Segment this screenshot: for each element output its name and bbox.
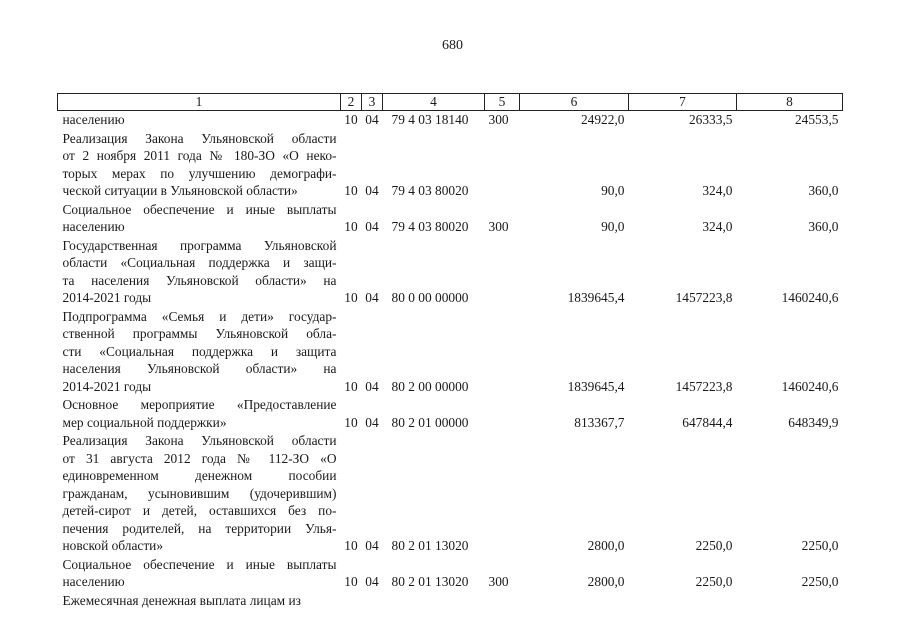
row-name-line: Социальное обеспечение и иные выплаты bbox=[62, 556, 337, 572]
row-name bbox=[58, 130, 341, 201]
row-name-line: Социальное обеспечение и иные выплаты bbox=[62, 201, 337, 217]
section-code: 10 bbox=[344, 112, 358, 127]
row-name-line: ческой ситуации в Ульяновской области» bbox=[62, 183, 298, 198]
amount-col-6: 2800,0 bbox=[587, 538, 625, 553]
header-col-4: 4 bbox=[383, 94, 485, 111]
target-article-code: 80 2 01 13020 bbox=[391, 574, 469, 589]
section-code: 10 bbox=[344, 219, 358, 234]
expense-type-code: 300 bbox=[488, 112, 509, 127]
row-name bbox=[58, 111, 341, 130]
row-name-line: области «Социальная поддержка и защи- bbox=[62, 255, 337, 270]
amount-col-8: 360,0 bbox=[808, 183, 839, 198]
table-header bbox=[58, 94, 843, 111]
expense-type-code bbox=[485, 592, 520, 611]
row-name-line: населения Ульяновской области» на bbox=[62, 361, 337, 376]
table-row bbox=[58, 237, 843, 308]
header-col-2: 2 bbox=[341, 94, 362, 111]
amount-col-7: 2250,0 bbox=[695, 538, 733, 553]
row-name-line: гражданам, усыновившим (удочерившим) bbox=[62, 485, 337, 501]
amount-col-7: 647844,4 bbox=[682, 414, 733, 430]
header-col-7: 7 bbox=[629, 94, 737, 111]
section-code: 10 bbox=[344, 183, 358, 198]
amount-col-6: 1839645,4 bbox=[567, 378, 625, 394]
row-name bbox=[58, 592, 341, 611]
row-name-line: Реализация Закона Ульяновской области bbox=[62, 433, 337, 448]
section-code: 10 bbox=[344, 378, 358, 394]
amount-col-7: 26333,5 bbox=[688, 112, 733, 127]
header-col-3: 3 bbox=[362, 94, 383, 111]
amount-col-8: 24553,5 bbox=[794, 112, 839, 127]
row-name-line: новской области» bbox=[62, 538, 164, 553]
row-name-line: та населения Ульяновской области» на bbox=[62, 272, 337, 288]
section-code: 10 bbox=[344, 290, 358, 305]
subsection-code bbox=[362, 592, 383, 611]
row-name-line: от 2 ноября 2011 года № 180-ЗО «О неко- bbox=[62, 148, 337, 163]
table-row bbox=[58, 130, 843, 201]
row-name-line: от 31 августа 2012 года № 112-ЗО «О bbox=[62, 450, 337, 466]
amount-col-6: 2800,0 bbox=[587, 574, 625, 589]
amount-col-7: 324,0 bbox=[702, 183, 733, 198]
section-code: 10 bbox=[344, 538, 358, 553]
row-name-line: сти «Социальная поддержка и защита bbox=[62, 343, 337, 359]
row-name-line: Подпрограмма «Семья и дети» государ- bbox=[62, 308, 337, 324]
section-code bbox=[341, 592, 362, 611]
row-name-line: торых мерах по улучшению демографи- bbox=[62, 165, 337, 181]
row-name-line: единовременном денежном пособии bbox=[62, 468, 337, 483]
table-row bbox=[58, 396, 843, 432]
amount-col-6: 90,0 bbox=[601, 183, 625, 198]
subsection-code: 04 bbox=[365, 112, 379, 127]
table-body bbox=[58, 111, 843, 611]
row-name-line: Реализация Закона Ульяновской области bbox=[62, 130, 337, 146]
amount-col-8: 2250,0 bbox=[801, 538, 839, 553]
amount-col-7: 2250,0 bbox=[695, 574, 733, 589]
target-article-code: 79 4 03 18140 bbox=[391, 112, 469, 127]
target-article-code: 79 4 03 80020 bbox=[391, 183, 469, 198]
amount-col-7: 1457223,8 bbox=[675, 378, 733, 394]
subsection-code: 04 bbox=[365, 574, 379, 589]
expense-type-code: 300 bbox=[488, 219, 509, 234]
row-name-line: Основное мероприятие «Предоставление bbox=[62, 397, 337, 412]
row-name-line: 2014-2021 годы bbox=[62, 378, 152, 394]
expense-type-code bbox=[485, 308, 520, 397]
row-name bbox=[58, 237, 341, 308]
row-name bbox=[58, 201, 341, 237]
row-name-line: детей-сирот и детей, оставшихся без по- bbox=[62, 503, 337, 518]
expense-type-code bbox=[485, 237, 520, 308]
row-name bbox=[58, 556, 341, 592]
amount-col-7: 1457223,8 bbox=[675, 290, 733, 305]
amount-col-8: 2250,0 bbox=[801, 574, 839, 589]
target-article-code: 80 0 00 00000 bbox=[391, 290, 469, 305]
amount-col-8: 1460240,6 bbox=[781, 378, 839, 394]
subsection-code: 04 bbox=[365, 219, 379, 234]
amount-col-6 bbox=[520, 592, 629, 611]
page-number: 680 bbox=[442, 38, 463, 53]
amount-col-7: 324,0 bbox=[702, 219, 733, 234]
row-name bbox=[58, 396, 341, 432]
budget-table bbox=[57, 93, 843, 610]
table-row bbox=[58, 432, 843, 556]
section-code: 10 bbox=[344, 414, 358, 430]
amount-col-6: 90,0 bbox=[601, 219, 625, 234]
amount-col-7 bbox=[629, 592, 737, 611]
amount-col-6: 1839645,4 bbox=[567, 290, 625, 305]
subsection-code: 04 bbox=[365, 538, 379, 553]
expense-type-code bbox=[485, 396, 520, 432]
subsection-code: 04 bbox=[365, 378, 379, 394]
target-article-code: 80 2 01 00000 bbox=[391, 414, 469, 430]
row-name-line: мер социальной поддержки» bbox=[62, 414, 227, 430]
amount-col-6: 813367,7 bbox=[574, 414, 625, 430]
target-article-code: 80 2 01 13020 bbox=[391, 538, 469, 553]
row-name-line: населению bbox=[62, 112, 125, 127]
table-row bbox=[58, 308, 843, 397]
amount-col-6: 24922,0 bbox=[580, 112, 625, 127]
row-name-line: ственной программы Ульяновской обла- bbox=[62, 326, 337, 341]
subsection-code: 04 bbox=[365, 183, 379, 198]
amount-col-8: 360,0 bbox=[808, 219, 839, 234]
row-name-line: Государственная программа Ульяновской bbox=[62, 237, 337, 253]
expense-type-code bbox=[485, 130, 520, 201]
section-code: 10 bbox=[344, 574, 358, 589]
expense-type-code: 300 bbox=[488, 574, 509, 589]
header-col-8: 8 bbox=[737, 94, 843, 111]
table-row bbox=[58, 201, 843, 237]
table-row bbox=[58, 556, 843, 592]
target-article-code: 80 2 00 00000 bbox=[391, 378, 469, 394]
table-row bbox=[58, 592, 843, 611]
row-name bbox=[58, 308, 341, 397]
row-name-line: 2014-2021 годы bbox=[62, 290, 152, 305]
row-name-line: Ежемесячная денежная выплата лицам из bbox=[62, 592, 301, 608]
table-row bbox=[58, 111, 843, 130]
amount-col-8 bbox=[737, 592, 843, 611]
subsection-code: 04 bbox=[365, 414, 379, 430]
header-col-1: 1 bbox=[58, 94, 341, 111]
row-name-line: печения родителей, на территории Улья- bbox=[62, 520, 337, 536]
target-article-code bbox=[383, 592, 485, 611]
row-name-line: населению bbox=[62, 219, 125, 234]
header-col-5: 5 bbox=[485, 94, 520, 111]
amount-col-8: 1460240,6 bbox=[781, 290, 839, 305]
row-name-line: населению bbox=[62, 574, 125, 589]
subsection-code: 04 bbox=[365, 290, 379, 305]
amount-col-8: 648349,9 bbox=[788, 414, 839, 430]
header-col-6: 6 bbox=[520, 94, 629, 111]
expense-type-code bbox=[485, 432, 520, 556]
target-article-code: 79 4 03 80020 bbox=[391, 219, 469, 234]
row-name bbox=[58, 432, 341, 556]
